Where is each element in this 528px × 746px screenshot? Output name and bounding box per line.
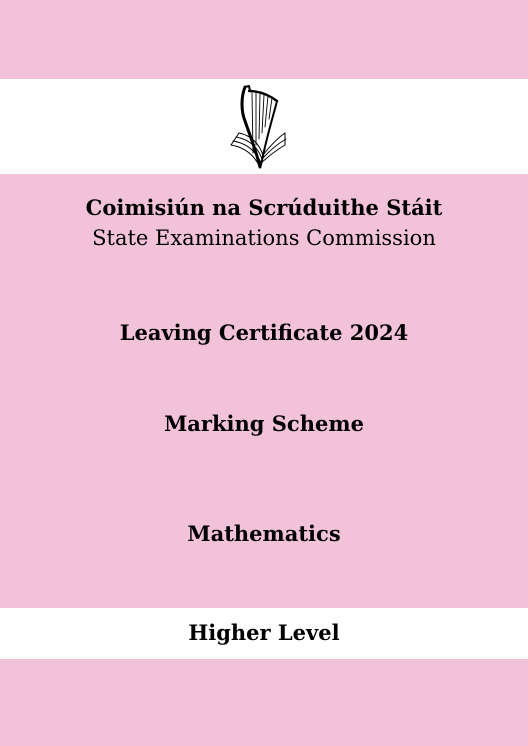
subject-title: Mathematics (187, 521, 341, 546)
harp-emblem-icon (227, 83, 289, 171)
organisation-name-english: State Examinations Commission (92, 226, 436, 250)
document-type: Marking Scheme (164, 411, 364, 436)
organisation-name-irish: Coimisiún na Scrúduithe Stáit (85, 195, 443, 220)
exam-title: Leaving Certificate 2024 (119, 320, 409, 345)
level-label: Higher Level (188, 620, 340, 645)
